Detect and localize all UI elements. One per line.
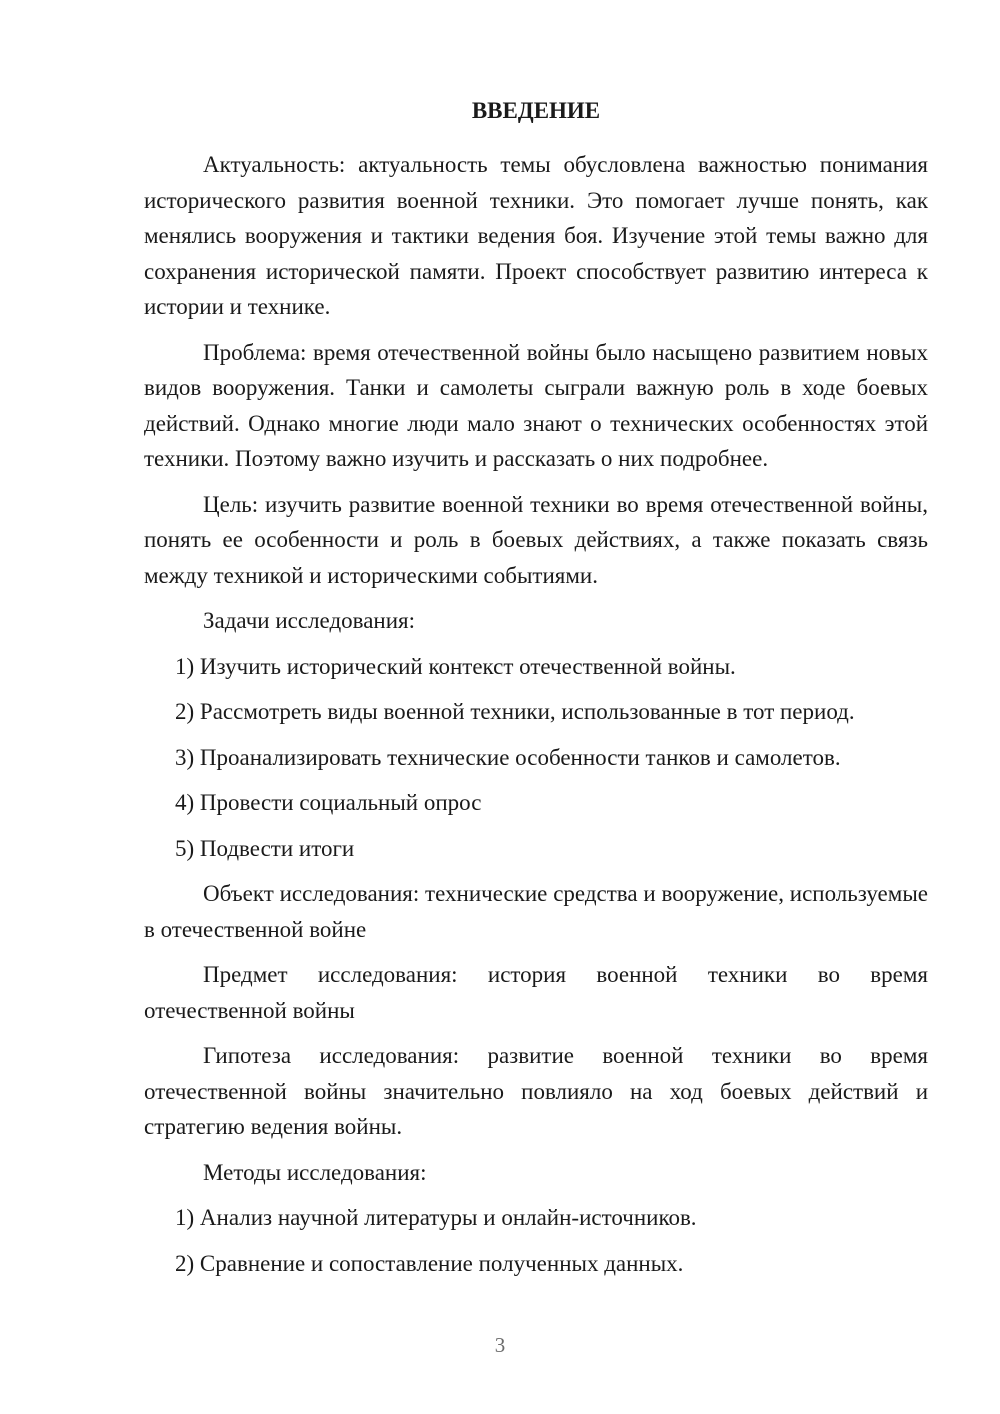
problem-paragraph: Проблема: время отечественной войны было насыщено развитием новых видов вооружения. Танки и самолеты сыграли важную роль в ходе боевых действий. Однако многие люди мало знают о технических особенностях этой техники. Поэтому важно изучить и рассказать о них подробнее. (144, 339, 928, 471)
section-heading: ВВЕДЕНИЕ (471, 98, 601, 123)
page-number: 3 (494, 1333, 506, 1357)
document-page (144, 93, 928, 1291)
subject-paragraph: Предмет исследования: история военной техники во время отечественной войны (144, 962, 928, 1023)
list-item: 3) Проанализировать технические особенности танков и самолетов. (175, 744, 841, 770)
relevance-paragraph: Актуальность: актуальность темы обусловлена важностью понимания исторического развития военной техники. Это помогает лучше понять, как менялись вооружения и тактики ведения боя. Изучение этой темы важно для сохранения исторической памяти. Проект способствует развитию интереса к истории и технике. (144, 152, 928, 319)
list-item: 2) Сравнение и сопоставление полученных данных. (175, 1250, 684, 1276)
tasks-list (144, 649, 928, 867)
tasks-heading: Задачи исследования: (203, 608, 416, 633)
object-paragraph: Объект исследования: технические средства и вооружение, используемые в отечественной войне (144, 881, 928, 942)
list-item: 1) Анализ научной литературы и онлайн-источников. (175, 1205, 697, 1230)
list-item: 1) Изучить исторический контекст отечественной войны. (175, 653, 736, 679)
methods-list (144, 1200, 928, 1281)
list-item: 4) Провести социальный опрос (175, 790, 482, 815)
methods-heading: Методы исследования: (203, 1159, 427, 1185)
hypothesis-paragraph: Гипотеза исследования: развитие военной техники во время отечественной войны значительно повлияло на ход боевых действий и стратегию ведения войны. (144, 1043, 928, 1139)
list-item: 2) Рассмотреть виды военной техники, использованные в тот период. (175, 699, 855, 724)
goal-paragraph: Цель: изучить развитие военной техники во время отечественной войны, понять ее особенности и роль в боевых действиях, а также показать связь между техникой и историческими событиями. (144, 491, 928, 588)
list-item: 5) Подвести итоги (175, 835, 355, 861)
